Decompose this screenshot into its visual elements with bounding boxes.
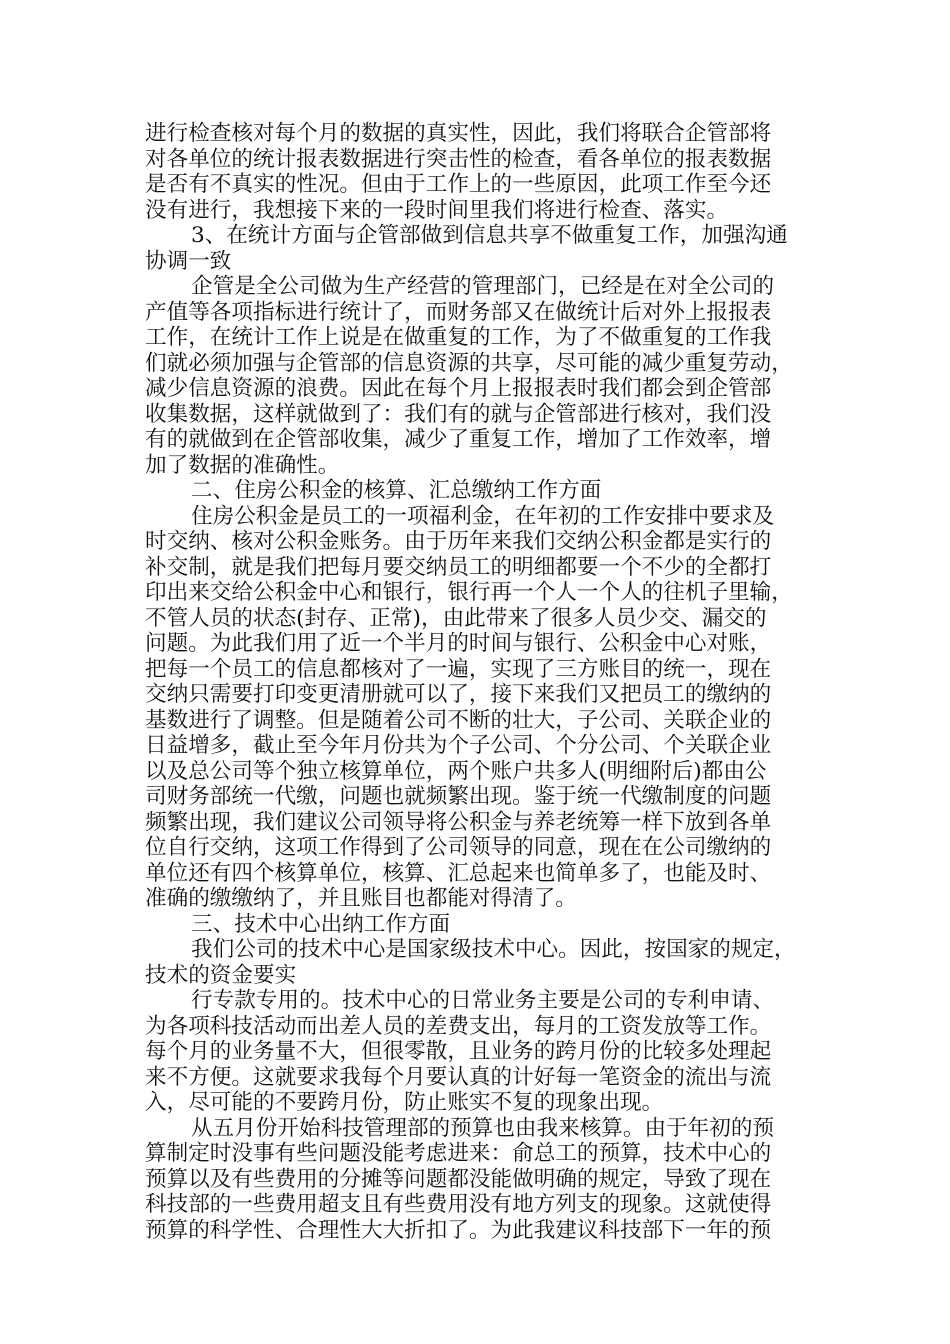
text-line: 频繁出现，我们建议公司领导将公积金与养老统筹一样下放到各单: [145, 809, 772, 835]
text-line: 二、住房公积金的核算、汇总缴纳工作方面: [191, 478, 602, 503]
text-line: 时交纳、核对公积金账务。由于历年来我们交纳公积金都是实行的: [145, 529, 772, 554]
text-line: 三、技术中心出纳工作方面: [191, 911, 451, 937]
text-line: 行专款专用的。技术中心的日常业务主要是公司的专利申请、: [191, 988, 775, 1013]
text-line: 有的就做到在企管部收集，减少了重复工作，增加了工作效率，增: [145, 427, 772, 452]
text-line: 对各单位的统计报表数据进行突击性的检查，看各单位的报表数据: [145, 146, 772, 172]
text-line: 产值等各项指标进行统计了，而财务部又在做统计后对外上报报表: [145, 299, 772, 325]
text-line: 以及总公司等个独立核算单位，两个账户共多人(明细附后)都由公: [145, 758, 767, 784]
text-line: 进行检查核对每个月的数据的真实性，因此，我们将联合企管部将: [145, 121, 772, 146]
text-line: 是否有不真实的性况。但由于工作上的一些原因，此项工作至今还: [145, 172, 772, 197]
text-line: 交纳只需要打印变更清册就可以了，接下来我们又把员工的缴纳的: [145, 682, 772, 707]
text-line: 司财务部统一代缴，问题也就频繁出现。鉴于统一代缴制度的问题: [145, 784, 772, 809]
text-line: 工作，在统计工作上说是在做重复的工作，为了不做重复的工作我: [145, 325, 772, 350]
text-line: 加了数据的准确性。: [145, 452, 340, 478]
text-line: 为各项科技活动而出差人员的差费支出，每月的工资发放等工作。: [145, 1013, 772, 1039]
text-line: 算制定时没事有些问题没能考虑进来：俞总工的预算，技术中心的: [145, 1141, 772, 1166]
text-line: 科技部的一些费用超支且有些费用没有地方列支的现象。这就使得: [145, 1192, 772, 1217]
text-line: 把每一个员工的信息都核对了一遍，实现了三方账目的统一，现在: [145, 656, 772, 682]
text-line: 位自行交纳，这项工作得到了公司领导的同意，现在在公司缴纳的: [145, 835, 772, 860]
text-line: 协调一致: [145, 248, 232, 274]
text-line: 日益增多，截止至今年月份共为个子公司、个分公司、个关联企业: [145, 733, 772, 758]
text-line: 住房公积金是员工的一项福利金，在年初的工作安排中要求及: [191, 503, 775, 529]
text-line: 准确的缴缴纳了，并且账目也都能对得清了。: [145, 886, 577, 911]
text-line: 补交制，就是我们把每月要交纳员工的明细都要一个不少的全都打: [145, 554, 772, 580]
text-line: 企管是全公司做为生产经营的管理部门，已经是在对全公司的: [191, 274, 775, 299]
text-line: 入，尽可能的不要跨月份，防止账实不复的现象出现。: [145, 1090, 664, 1115]
text-line: 单位还有四个核算单位，核算、汇总起来也简单多了，也能及时、: [145, 860, 772, 886]
text-line: 减少信息资源的浪费。因此在每个月上报报表时我们都会到企管部: [145, 376, 772, 401]
text-line: 不管人员的状态(封存、正常)，由此带来了很多人员少交、漏交的: [145, 605, 767, 631]
text-line: 没有进行，我想接下来的一段时间里我们将进行检查、落实。: [145, 197, 729, 223]
text-line: 预算的科学性、合理性大大折扣了。为此我建议科技部下一年的预: [145, 1217, 772, 1243]
document-body: [145, 121, 830, 1243]
text-line: 预算以及有些费用的分摊等问题都没能做明确的规定，导致了现在: [145, 1166, 772, 1192]
text-line: 问题。为此我们用了近一个半月的时间与银行、公积金中心对账，: [145, 631, 772, 656]
text-line: 基数进行了调整。但是随着公司不断的壮大，子公司、关联企业的: [145, 707, 772, 733]
text-line: 收集数据，这样就做到了：我们有的就与企管部进行核对，我们没: [145, 401, 772, 427]
text-line: 3、在统计方面与企管部做到信息共享不做重复工作，加强沟通: [191, 223, 788, 248]
text-line: 技术的资金要实: [145, 962, 297, 988]
text-line: 每个月的业务量不大，但很零散，且业务的跨月份的比较多处理起: [145, 1039, 772, 1064]
text-line: 来不方便。这就要求我每个月要认真的计好每一笔资金的流出与流: [145, 1064, 772, 1090]
text-line: 从五月份开始科技管理部的预算也由我来核算。由于年初的预: [191, 1115, 775, 1141]
text-line: 们就必须加强与企管部的信息资源的共享，尽可能的减少重复劳动，: [145, 350, 793, 376]
text-line: 印出来交给公积金中心和银行，银行再一个人一个人的往机子里输，: [145, 580, 793, 605]
text-line: 我们公司的技术中心是国家级技术中心。因此，按国家的规定，: [191, 937, 796, 962]
